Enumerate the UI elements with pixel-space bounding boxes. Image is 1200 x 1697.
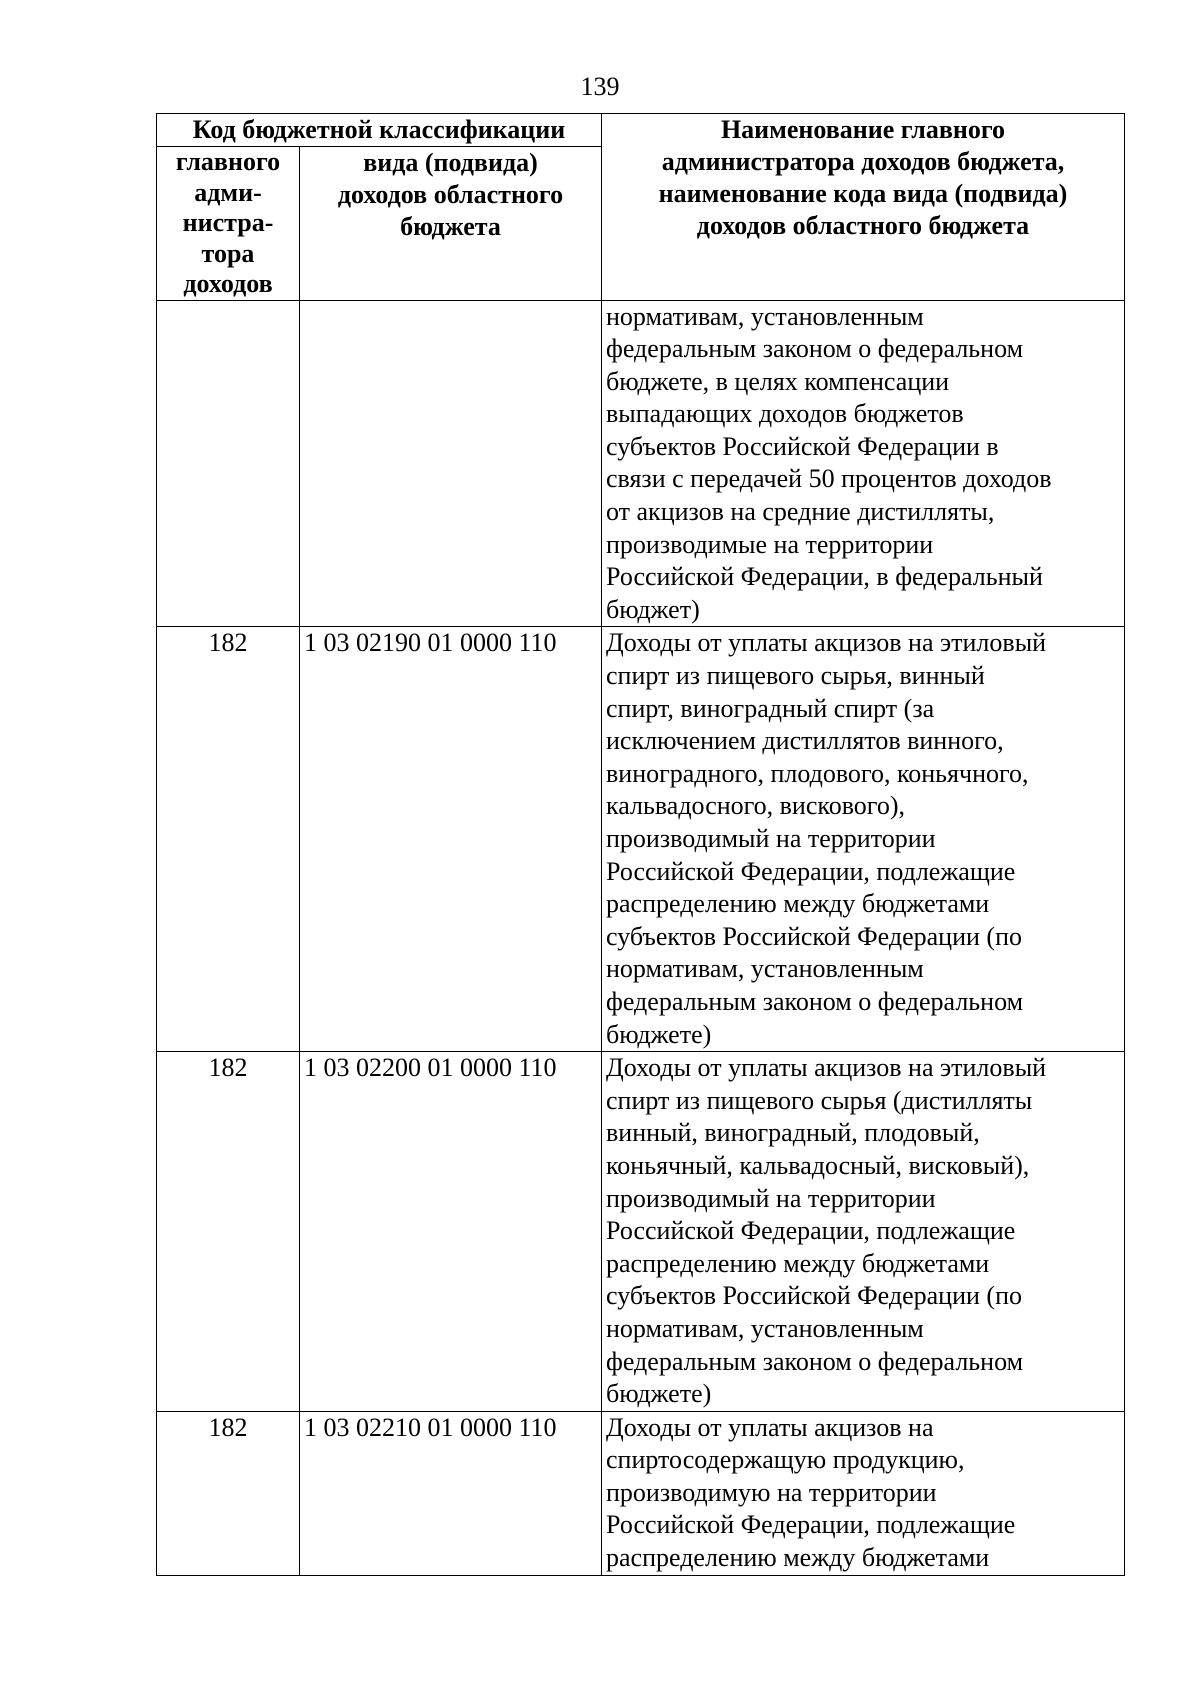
description-line: Доходы от уплаты акцизов на этиловый <box>606 628 1047 658</box>
description-line: связи с передачей 50 процентов доходов <box>606 464 1052 494</box>
header-name-column <box>602 114 1125 301</box>
description-line: Российской Федерации, в федеральный <box>606 562 1043 592</box>
header-line: доходов областного <box>337 180 564 209</box>
description-line: производимый на территории <box>606 824 936 853</box>
description-line: нормативам, установленным <box>606 1313 924 1343</box>
header-line: доходов <box>183 269 273 298</box>
header-line: наименование кода вида (подвида) <box>658 179 1068 208</box>
admin-code-cell: 182 <box>157 627 300 1052</box>
header-line: тора <box>201 238 255 268</box>
income-code-cell: 1 03 02210 01 0000 110 <box>300 1411 602 1575</box>
description-line: федеральным законом о федеральном <box>606 334 1024 364</box>
table-row <box>157 1411 1125 1575</box>
table-row <box>157 1052 1125 1412</box>
description-line: винный, виноградный, плодовый, <box>606 1118 980 1148</box>
description-line: спиртосодержащую продукцию, <box>606 1445 965 1475</box>
description-line: бюджете, в целях компенсации <box>606 366 950 396</box>
description-line: исключением дистиллятов винного, <box>606 726 1004 756</box>
table-body <box>157 300 1125 1575</box>
description-line: бюджете) <box>606 1379 712 1409</box>
header-line: администратора доходов бюджета, <box>661 147 1065 176</box>
header-line: доходов областного бюджета <box>696 211 1030 240</box>
header-line: Наименование главного <box>720 115 1006 144</box>
description-line: выпадающих доходов бюджетов <box>606 399 964 429</box>
table-header <box>157 114 1125 301</box>
description-line: бюджет) <box>606 594 700 624</box>
budget-classification-table <box>156 113 1125 1576</box>
description-line: Российской Федерации, подлежащие <box>606 1510 1016 1540</box>
income-name-cell <box>602 1052 1125 1412</box>
admin-code-cell <box>157 300 300 627</box>
header-code-lines <box>304 147 597 243</box>
description-line: коньячный, кальвадосный, висковый), <box>606 1150 1030 1180</box>
description-line: субъектов Российской Федерации (по <box>606 1281 1022 1311</box>
description-line: субъектов Российской Федерации (по <box>606 921 1022 951</box>
income-code-cell <box>300 300 602 627</box>
income-name-cell <box>602 627 1125 1052</box>
description-line: кальвадосного, вискового), <box>606 791 905 821</box>
header-code-column <box>300 147 602 301</box>
description-line: федеральным законом о федеральном <box>606 1346 1024 1376</box>
description-line: субъектов Российской Федерации в <box>606 431 999 461</box>
header-name-lines <box>606 114 1120 242</box>
header-line: бюджета <box>400 212 501 241</box>
description-line: нормативам, установленным <box>606 301 924 331</box>
description-line: от акцизов на средние дистилляты, <box>606 497 995 527</box>
description-line: производимые на территории <box>606 529 934 559</box>
description-line: спирт из пищевого сырья, винный <box>606 661 985 691</box>
description-line: спирт из пищевого сырья (дистилляты <box>606 1085 1033 1115</box>
description-line: спирт, виноградный спирт (за <box>606 693 935 723</box>
description-line: распределению между бюджетами <box>606 889 990 919</box>
description-line: Российской Федерации, подлежащие <box>606 1216 1016 1246</box>
income-name-cell <box>602 300 1125 627</box>
table-row <box>157 627 1125 1052</box>
description-line: Российской Федерации, подлежащие <box>606 856 1016 886</box>
income-name-cell <box>602 1411 1125 1575</box>
description-line: распределению между бюджетами <box>606 1248 990 1278</box>
header-group-budget-classification: Код бюджетной классификации <box>157 114 602 147</box>
description-line: виноградного, плодового, коньячного, <box>606 758 1029 788</box>
description-line: Доходы от уплаты акцизов на этиловый <box>606 1053 1047 1083</box>
description-line: федеральным законом о федеральном <box>606 986 1024 1016</box>
description-line: бюджете) <box>606 1019 712 1049</box>
header-line: нистра- <box>182 208 274 237</box>
income-code-cell: 1 03 02200 01 0000 110 <box>300 1052 602 1412</box>
header-line: главного <box>175 147 281 176</box>
page-number: 139 <box>580 72 620 101</box>
description-line: производимую на территории <box>606 1477 937 1507</box>
description-line: распределению между бюджетами <box>606 1543 990 1573</box>
admin-code-cell: 182 <box>157 1411 300 1575</box>
header-line: вида (подвида) <box>363 148 538 177</box>
description-line: Доходы от уплаты акцизов на <box>606 1412 934 1442</box>
header-admin-column <box>157 147 300 301</box>
header-line: адми- <box>194 177 262 207</box>
admin-code-cell: 182 <box>157 1052 300 1412</box>
description-line: производимый на территории <box>606 1183 936 1213</box>
income-code-cell: 1 03 02190 01 0000 110 <box>300 627 602 1052</box>
header-admin-lines <box>161 147 295 300</box>
description-line: нормативам, установленным <box>606 954 924 984</box>
table-row <box>157 300 1125 627</box>
